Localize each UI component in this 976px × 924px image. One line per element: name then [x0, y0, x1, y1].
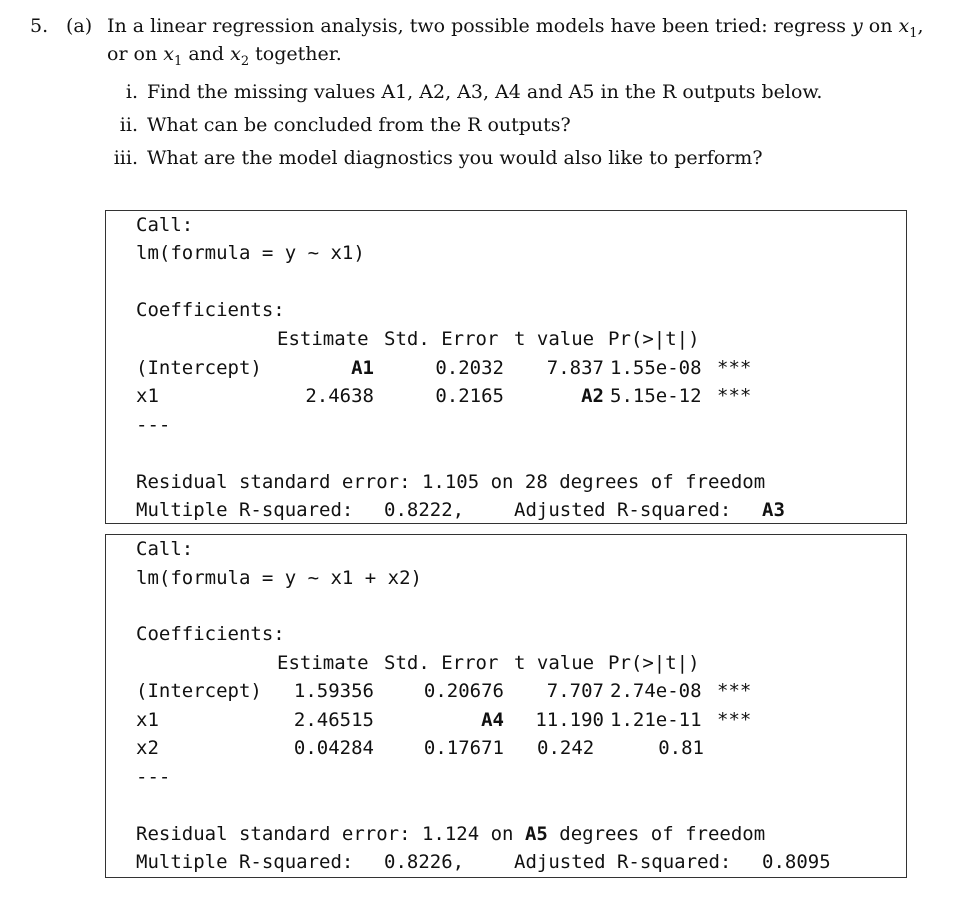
formula: lm(formula = y ~ x1 + x2) — [136, 567, 422, 589]
header-estimate: Estimate — [277, 652, 369, 674]
question-part: (a) — [66, 15, 93, 37]
rse-suffix: degrees of freedom — [547, 823, 766, 845]
item-text: What can be concluded from the R outputs? — [147, 114, 571, 136]
estimate-missing-a1: A1 — [351, 357, 374, 379]
term: (Intercept) — [136, 357, 262, 379]
var-y: y — [852, 15, 863, 37]
estimate: 1.59356 — [293, 680, 374, 702]
multiple-r-squared-label: Multiple R-squared: — [136, 851, 354, 873]
rse-df-missing-a5: A5 — [524, 823, 548, 845]
line2-prefix: or on — [107, 43, 164, 65]
question-number: 5. — [30, 15, 49, 37]
std-error: 0.2032 — [435, 357, 504, 379]
signif-stars: *** — [717, 680, 752, 702]
var-x2: x — [230, 43, 241, 65]
std-error: 0.2165 — [435, 385, 504, 407]
item-roman: ii. — [119, 114, 138, 136]
signif-stars: *** — [717, 357, 752, 379]
multiple-r-squared-label: Multiple R-squared: — [136, 499, 354, 521]
header-p-value: Pr(>|t|) — [608, 652, 700, 674]
item-text: Find the missing values A1, A2, A3, A4 and A5 in the R outputs below. — [147, 81, 823, 103]
t-value: 0.242 — [537, 737, 595, 759]
estimate: 2.46515 — [293, 709, 374, 731]
std-error-missing-a4: A4 — [481, 709, 504, 731]
adjusted-r-squared-label: Adjusted R-squared: — [514, 851, 732, 873]
t-value: 7.837 — [546, 357, 604, 379]
p-value: 5.15e-12 — [610, 385, 702, 407]
p-value: 1.21e-11 — [610, 709, 702, 731]
t-value-missing-a2: A2 — [581, 385, 604, 407]
sub-2: 2 — [240, 53, 250, 69]
term: x2 — [136, 737, 159, 759]
std-error: 0.17671 — [423, 737, 504, 759]
multiple-r-squared-value: 0.8222, — [384, 499, 465, 521]
line1-suffix: , — [917, 15, 924, 37]
header-estimate: Estimate — [277, 328, 369, 350]
residual-standard-error: Residual standard error: 1.105 on 28 degrees of freedom — [136, 471, 766, 493]
t-value: 7.707 — [546, 680, 604, 702]
p-value: 1.55e-08 — [610, 357, 702, 379]
coefficients-label: Coefficients: — [136, 623, 285, 645]
estimate: 0.04284 — [293, 737, 374, 759]
item-roman: iii. — [113, 147, 138, 169]
signif-stars: *** — [717, 385, 752, 407]
header-std-error: Std. Error — [384, 652, 499, 674]
term: x1 — [136, 709, 159, 731]
r-output-model-2 — [105, 534, 907, 878]
adjusted-r-squared-label: Adjusted R-squared: — [514, 499, 732, 521]
t-value: 11.190 — [535, 709, 604, 731]
separator: --- — [136, 766, 171, 788]
header-p-value: Pr(>|t|) — [608, 328, 700, 350]
term: x1 — [136, 385, 159, 407]
separator: --- — [136, 414, 171, 436]
header-std-error: Std. Error — [384, 328, 499, 350]
line1-on: on — [862, 15, 899, 37]
adjusted-r-squared-value: 0.8095 — [762, 851, 831, 873]
line2-and: and — [182, 43, 231, 65]
var-x1: x — [163, 43, 174, 65]
residual-standard-error — [136, 822, 765, 846]
estimate: 2.4638 — [305, 385, 374, 407]
p-value: 2.74e-08 — [610, 680, 702, 702]
signif-stars: *** — [717, 709, 752, 731]
sub-1: 1 — [909, 25, 918, 41]
p-value: 0.81 — [658, 737, 704, 759]
line1-prefix: In a linear regression analysis, two possible models have been tried: regress — [107, 15, 853, 37]
header-t-value: t value — [514, 652, 595, 674]
question-line-2 — [107, 42, 342, 74]
multiple-r-squared-value: 0.8226, — [384, 851, 465, 873]
call-label: Call: — [136, 214, 194, 236]
rse-prefix: Residual standard error: 1.124 on — [136, 823, 525, 845]
var-x1: x — [898, 15, 910, 37]
coefficients-label: Coefficients: — [136, 299, 285, 321]
item-roman: i. — [125, 81, 138, 103]
header-t-value: t value — [514, 328, 595, 350]
adjusted-r-squared-missing-a3: A3 — [762, 499, 785, 521]
item-text: What are the model diagnostics you would also like to perform? — [147, 147, 763, 169]
term: (Intercept) — [136, 680, 262, 702]
line2-suffix: together. — [249, 43, 342, 65]
sub-1: 1 — [174, 53, 183, 69]
r-output-model-1 — [105, 210, 907, 524]
formula: lm(formula = y ~ x1) — [136, 242, 365, 264]
std-error: 0.20676 — [423, 680, 504, 702]
call-label: Call: — [136, 538, 194, 560]
